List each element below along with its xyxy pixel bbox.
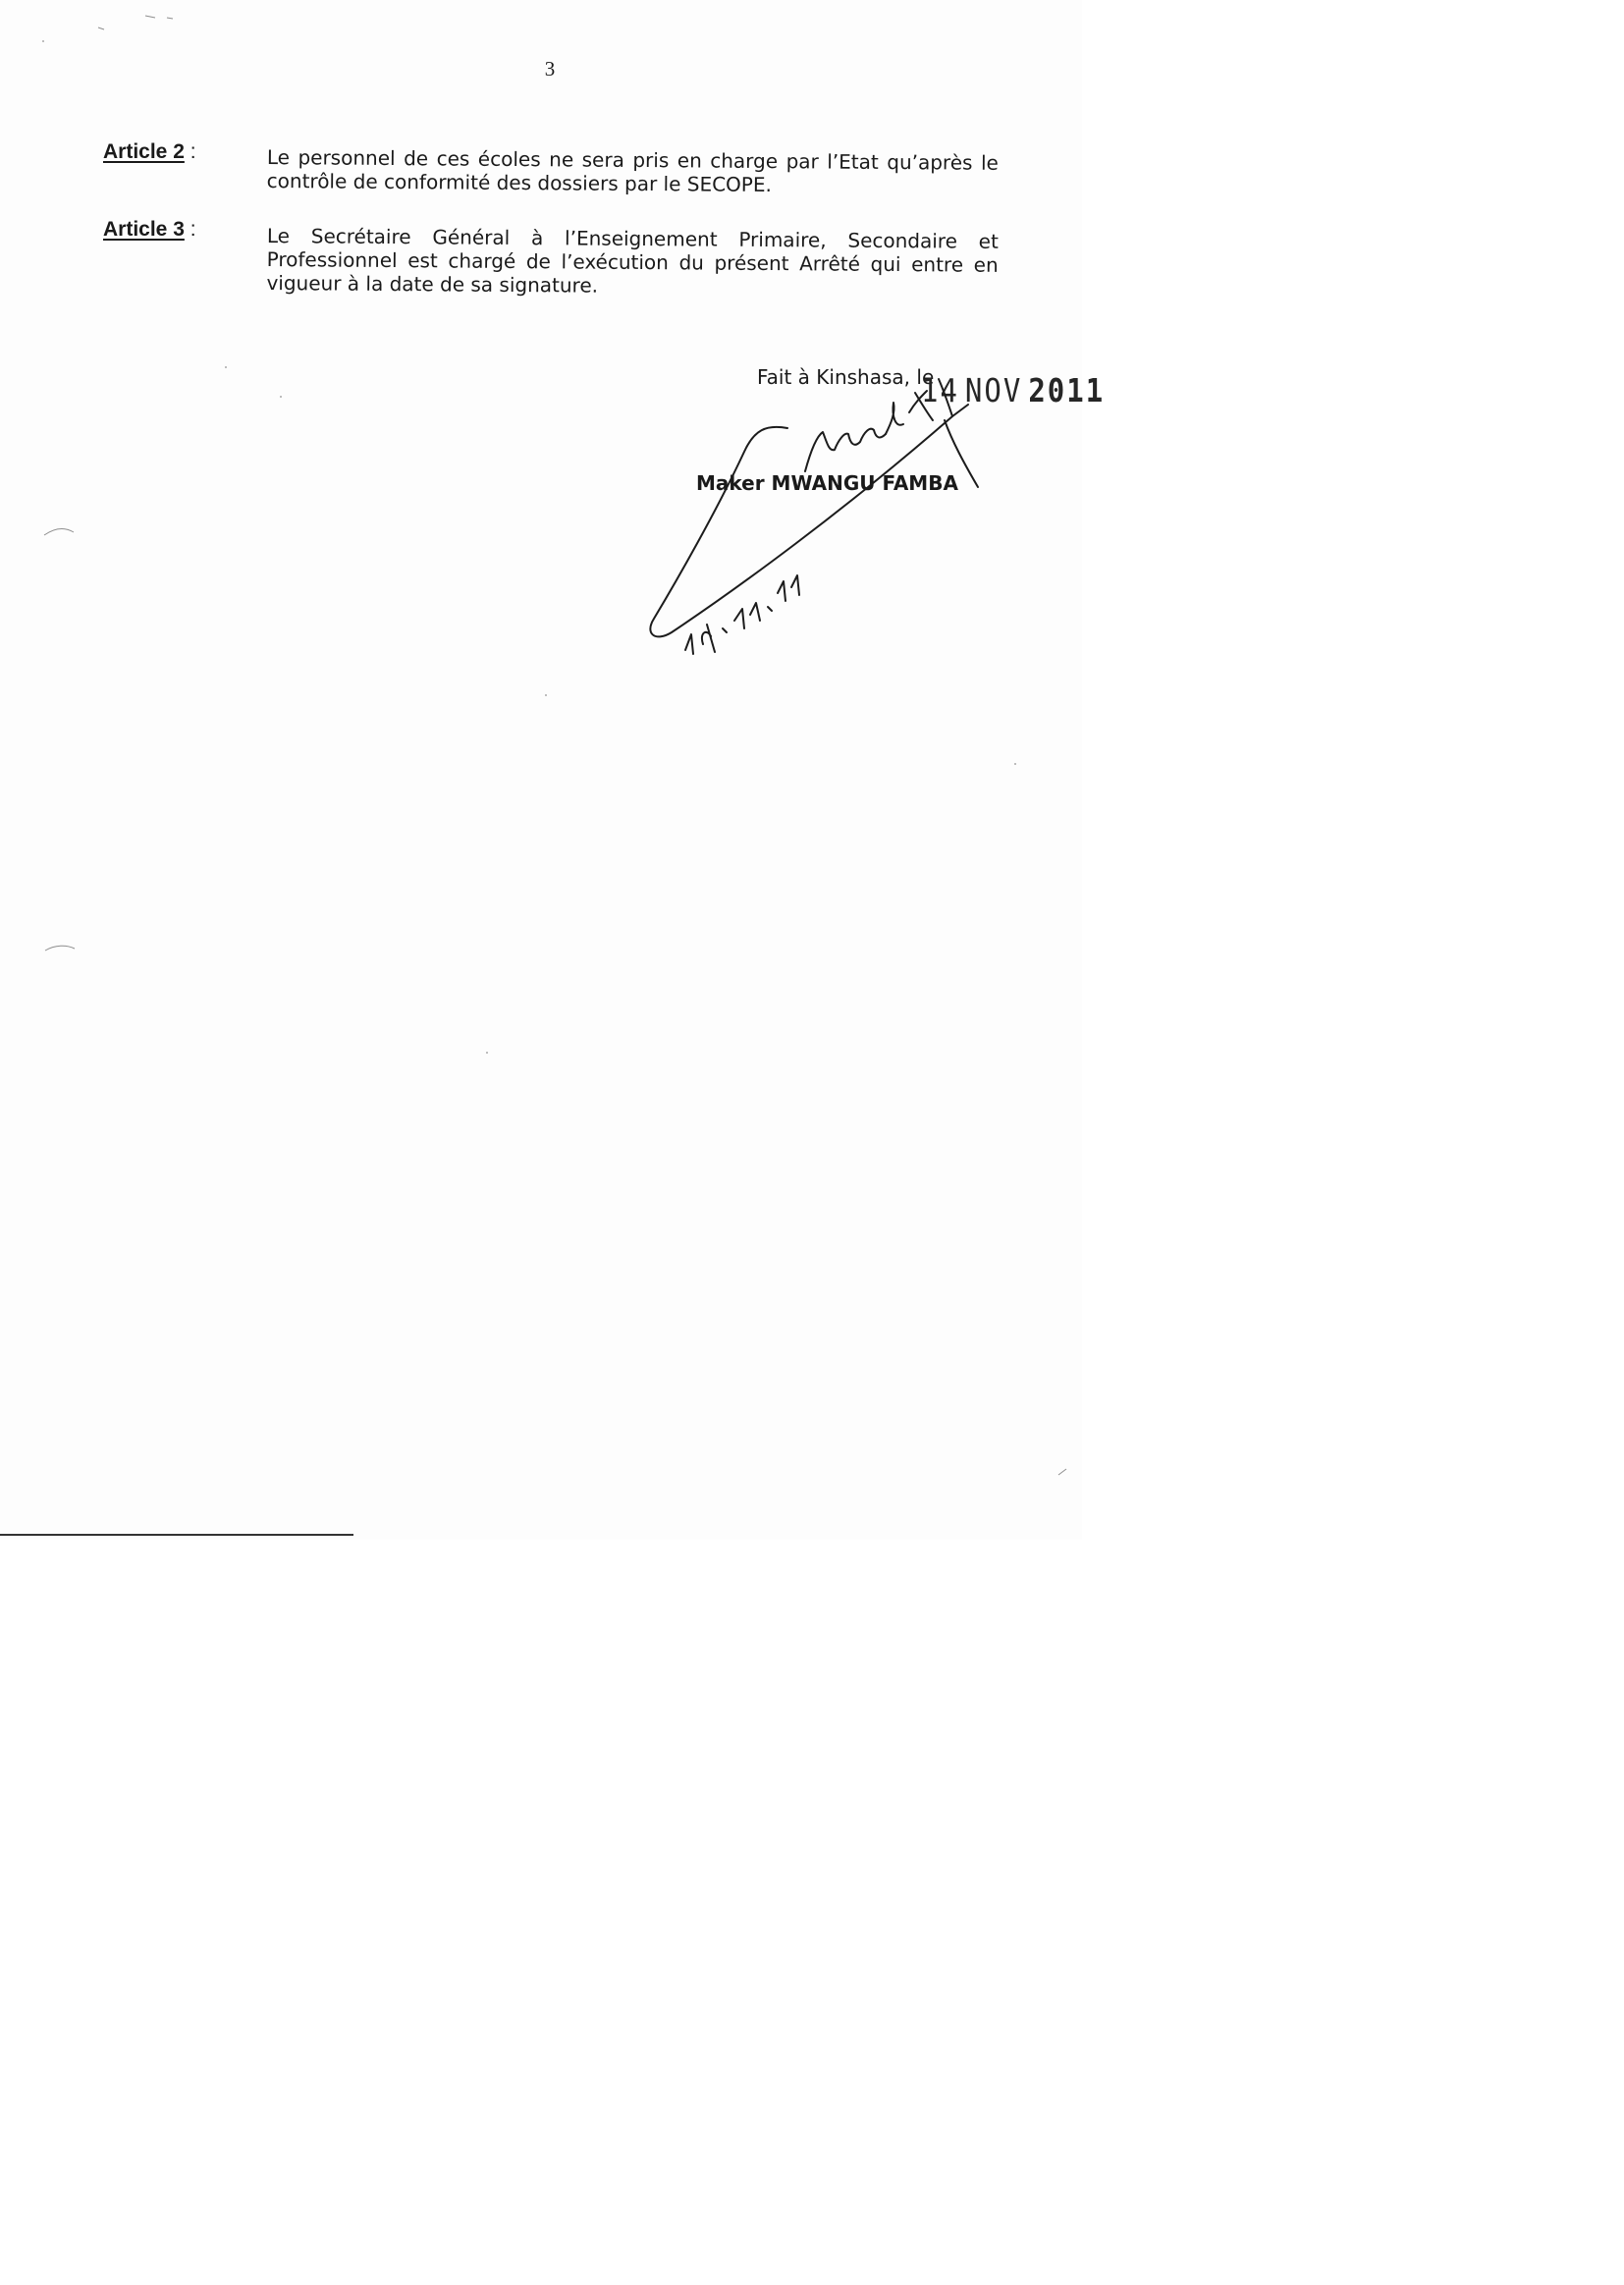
article-2-label (103, 140, 196, 164)
article-3-label (103, 218, 196, 242)
document-page (0, 0, 1106, 1540)
stamp-year: 2011 (1028, 371, 1106, 410)
page-number: 3 (544, 57, 556, 81)
article-3-title: Article 3 (103, 218, 185, 241)
article-3-text: Le Secrétaire Général à l’Enseignement Primaire, Secondaire et Professionnel est chargé de l’exécution du présent Arrêté qui entre en vigueur à la date de sa signature. (266, 224, 999, 298)
place-date: Fait à Kinshasa, le (757, 365, 935, 389)
article-2-text: Le personnel de ces écoles ne sera pris en charge par l’Etat qu’après le contrôle de conformité des dossiers par le SECOPE. (266, 145, 999, 197)
article-2-title: Article 2 (103, 140, 185, 163)
page-bottom-rule (0, 1534, 353, 1536)
signatory-name: Maker MWANGU FAMBA (696, 471, 958, 495)
article-3-separator: : (184, 218, 196, 241)
stamp-month: NOV (964, 371, 1023, 410)
article-2-separator: : (184, 140, 196, 163)
handwritten-signature (628, 334, 1021, 687)
stamp-day: 14 (921, 371, 959, 410)
